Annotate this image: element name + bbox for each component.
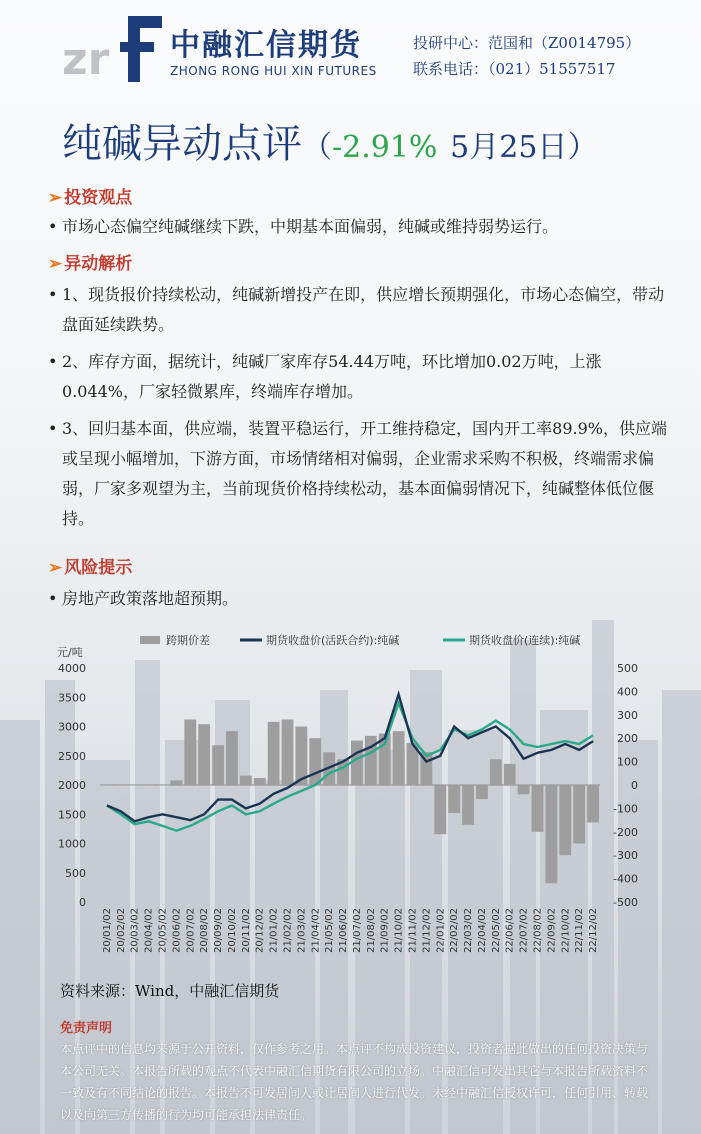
spread-bar <box>490 759 502 785</box>
spread-bar <box>240 776 252 785</box>
y-right-tick-label: -200 <box>613 825 638 839</box>
y-left-tick-label: 2500 <box>58 749 86 763</box>
company-logo <box>62 12 162 82</box>
x-tick-label: 21/04/02 <box>310 908 322 953</box>
x-tick-label: 21/12/02 <box>421 908 433 953</box>
x-tick-label: 20/10/02 <box>226 908 238 953</box>
legend-label: 期货收盘价(连续):纯碱 <box>469 634 581 647</box>
x-tick-label: 22/08/02 <box>532 908 544 953</box>
x-tick-label: 20/04/02 <box>143 908 155 953</box>
section-investment-view <box>48 183 132 208</box>
section-label: 风险提示 <box>64 558 133 578</box>
continuous-price-line <box>107 703 593 831</box>
section-risk <box>48 553 132 578</box>
disclaimer-title: 免责声明 <box>60 1021 113 1036</box>
y-left-tick-label: 3500 <box>58 691 86 705</box>
title-close-paren: ） <box>567 130 598 165</box>
analysis-paragraph-3: • 3、回归基本面，供应端，装置平稳运行，开工维持稳定，国内开工率89.9%，供应端或呈现小幅增加，下游方面，市场情绪相对偏弱，企业需求采购不积极，终端需求偏弱，厂家多观望为主，当前现货价格持续松动，基本面偏弱情况下，纯碱整体低位偃持。 <box>48 414 668 534</box>
x-tick-label: 20/09/02 <box>213 908 225 953</box>
analysis-paragraph-2: • 2、库存方面，据统计，纯碱厂家库存54.44万吨，环比增加0.02万吨，上涨0.044%，厂家轻微累库，终端库存增加。 <box>48 347 668 407</box>
spread-bar <box>115 785 127 786</box>
bullet-icon: • <box>48 217 58 236</box>
x-tick-label: 20/08/02 <box>199 908 211 953</box>
price-chart <box>55 630 645 960</box>
x-tick-label: 21/03/02 <box>296 908 308 953</box>
x-tick-label: 20/12/02 <box>254 908 266 953</box>
y-right-tick-label: 100 <box>617 755 638 769</box>
spread-bar <box>545 785 557 883</box>
spread-bar <box>587 785 599 822</box>
spread-bar <box>198 724 210 785</box>
spread-bar <box>268 722 280 785</box>
report-title <box>62 112 597 169</box>
spread-bar <box>143 785 155 786</box>
x-tick-label: 21/10/02 <box>393 908 405 953</box>
bullet-icon: • <box>48 352 58 371</box>
section-analysis <box>48 249 132 274</box>
spread-bar <box>309 738 321 785</box>
spread-bar <box>573 785 585 844</box>
spread-bar <box>476 785 488 799</box>
x-tick-label: 21/09/02 <box>379 908 391 953</box>
spread-bar <box>212 745 224 785</box>
x-tick-label: 22/02/02 <box>449 908 461 953</box>
spread-bar <box>184 719 196 785</box>
title-open-paren: （ <box>302 130 332 165</box>
bullet-icon: • <box>48 285 58 304</box>
y-left-tick-label: 500 <box>65 866 86 880</box>
x-tick-label: 22/05/02 <box>490 908 502 953</box>
disclaimer-text: 本点评中的信息均来源于公开资料，仅作参考之用。本点评不构成投资建议，投资者据此做出的任何投资决策与本公司无关。本报告所载的观点不代表中融汇信期货有限公司的立场。中融汇信可发出其它与本报告所载资料不一致及有不同结论的报告。本报告不可发居间人或让居间人进行代发。未经中融汇信授权许可，任何引用、转载以及向第三方传播的行为均可能承担法律责任。 <box>60 1042 649 1122</box>
y-left-unit-label: 元/吨 <box>57 646 83 659</box>
x-tick-label: 22/03/02 <box>463 908 475 953</box>
legend-label: 期货收盘价(活跃合约):纯碱 <box>266 634 400 647</box>
y-right-tick-label: -400 <box>613 872 638 886</box>
brand-name-cn: 中融汇信期货 <box>170 28 362 63</box>
x-tick-label: 22/04/02 <box>476 908 488 953</box>
spread-bar <box>559 785 571 855</box>
y-left-tick-label: 1000 <box>58 837 86 851</box>
y-right-tick-label: 0 <box>631 779 638 792</box>
y-left-tick-label: 2000 <box>58 779 86 792</box>
y-right-tick-label: 500 <box>617 662 638 675</box>
report-header <box>0 0 701 100</box>
y-left-tick-label: 4000 <box>58 662 86 675</box>
spread-bar <box>282 719 294 785</box>
x-tick-label: 21/05/02 <box>324 908 336 953</box>
spread-bar <box>504 764 516 785</box>
price-change: -2.91% <box>332 130 438 165</box>
spread-bar <box>170 780 182 785</box>
spread-bar <box>129 785 141 786</box>
x-tick-label: 21/02/02 <box>282 908 294 953</box>
spread-bar <box>393 731 405 785</box>
active-price-line <box>107 694 593 821</box>
view-paragraph: • 市场心态偏空纯碱继续下跌，中期基本面偏弱，纯碱或维持弱势运行。 <box>48 212 668 242</box>
x-tick-label: 20/05/02 <box>157 908 169 953</box>
bullet-icon: • <box>48 589 58 608</box>
x-tick-label: 22/06/02 <box>504 908 516 953</box>
title-date: 5月25日 <box>450 130 568 165</box>
y-left-tick-label: 3000 <box>58 720 86 734</box>
phone-info: 联系电话：（021）51557517 <box>413 60 616 78</box>
x-tick-label: 20/01/02 <box>101 908 113 953</box>
x-tick-label: 20/03/02 <box>129 908 141 953</box>
spread-bar <box>448 785 460 813</box>
spread-bar <box>434 785 446 834</box>
researcher-info: 投研中心：范国和（Z0014795） <box>413 34 641 52</box>
data-source: 资料来源：Wind，中融汇信期货 <box>60 982 280 1000</box>
x-tick-label: 22/01/02 <box>435 908 447 953</box>
title-main: 纯碱异动点评 <box>62 121 302 167</box>
x-tick-label: 21/07/02 <box>351 908 363 953</box>
x-tick-label: 21/08/02 <box>365 908 377 953</box>
y-left-tick-label: 1500 <box>58 808 86 822</box>
spread-bar <box>254 778 266 785</box>
x-tick-label: 20/02/02 <box>115 908 127 953</box>
y-right-tick-label: -500 <box>613 896 638 909</box>
x-tick-label: 21/06/02 <box>338 908 350 953</box>
x-tick-label: 20/07/02 <box>185 908 197 953</box>
x-tick-label: 22/12/02 <box>588 908 600 953</box>
y-right-tick-label: 400 <box>617 685 638 699</box>
svg-text:zr: zr <box>62 34 110 82</box>
y-left-tick-label: 0 <box>79 896 86 909</box>
x-tick-label: 21/11/02 <box>407 908 419 953</box>
arrow-icon: ➢ <box>48 188 63 208</box>
spread-bar <box>101 785 113 786</box>
section-label: 投资观点 <box>64 188 133 208</box>
arrow-icon: ➢ <box>48 254 63 274</box>
bullet-icon: • <box>48 419 58 438</box>
x-tick-label: 22/10/02 <box>560 908 572 953</box>
legend-swatch <box>140 636 160 644</box>
y-right-tick-label: 200 <box>617 732 638 746</box>
spread-bar <box>518 785 530 794</box>
x-tick-label: 20/06/02 <box>171 908 183 953</box>
spread-bar <box>157 785 169 786</box>
spread-bar <box>462 785 474 825</box>
x-tick-label: 22/07/02 <box>518 908 530 953</box>
x-tick-label: 22/09/02 <box>546 908 558 953</box>
x-tick-label: 20/11/02 <box>240 908 252 953</box>
y-right-tick-label: -100 <box>613 802 638 816</box>
brand-name-en: ZHONG RONG HUI XIN FUTURES <box>170 64 377 78</box>
x-tick-label: 22/11/02 <box>574 908 586 953</box>
section-label: 异动解析 <box>64 254 133 274</box>
spread-bar <box>226 731 238 785</box>
y-right-tick-label: -300 <box>613 849 638 863</box>
legend-label: 跨期价差 <box>166 634 210 647</box>
x-tick-label: 21/01/02 <box>268 908 280 953</box>
analysis-paragraph-1: • 1、现货报价持续松动，纯碱新增投产在即，供应增长预期强化，市场心态偏空，带动盘面延续跌势。 <box>48 280 668 340</box>
spread-bar <box>532 785 544 832</box>
risk-paragraph: • 房地产政策落地超预期。 <box>48 584 668 614</box>
arrow-icon: ➢ <box>48 558 63 578</box>
y-right-tick-label: 300 <box>617 708 638 722</box>
spread-bar <box>351 741 363 785</box>
